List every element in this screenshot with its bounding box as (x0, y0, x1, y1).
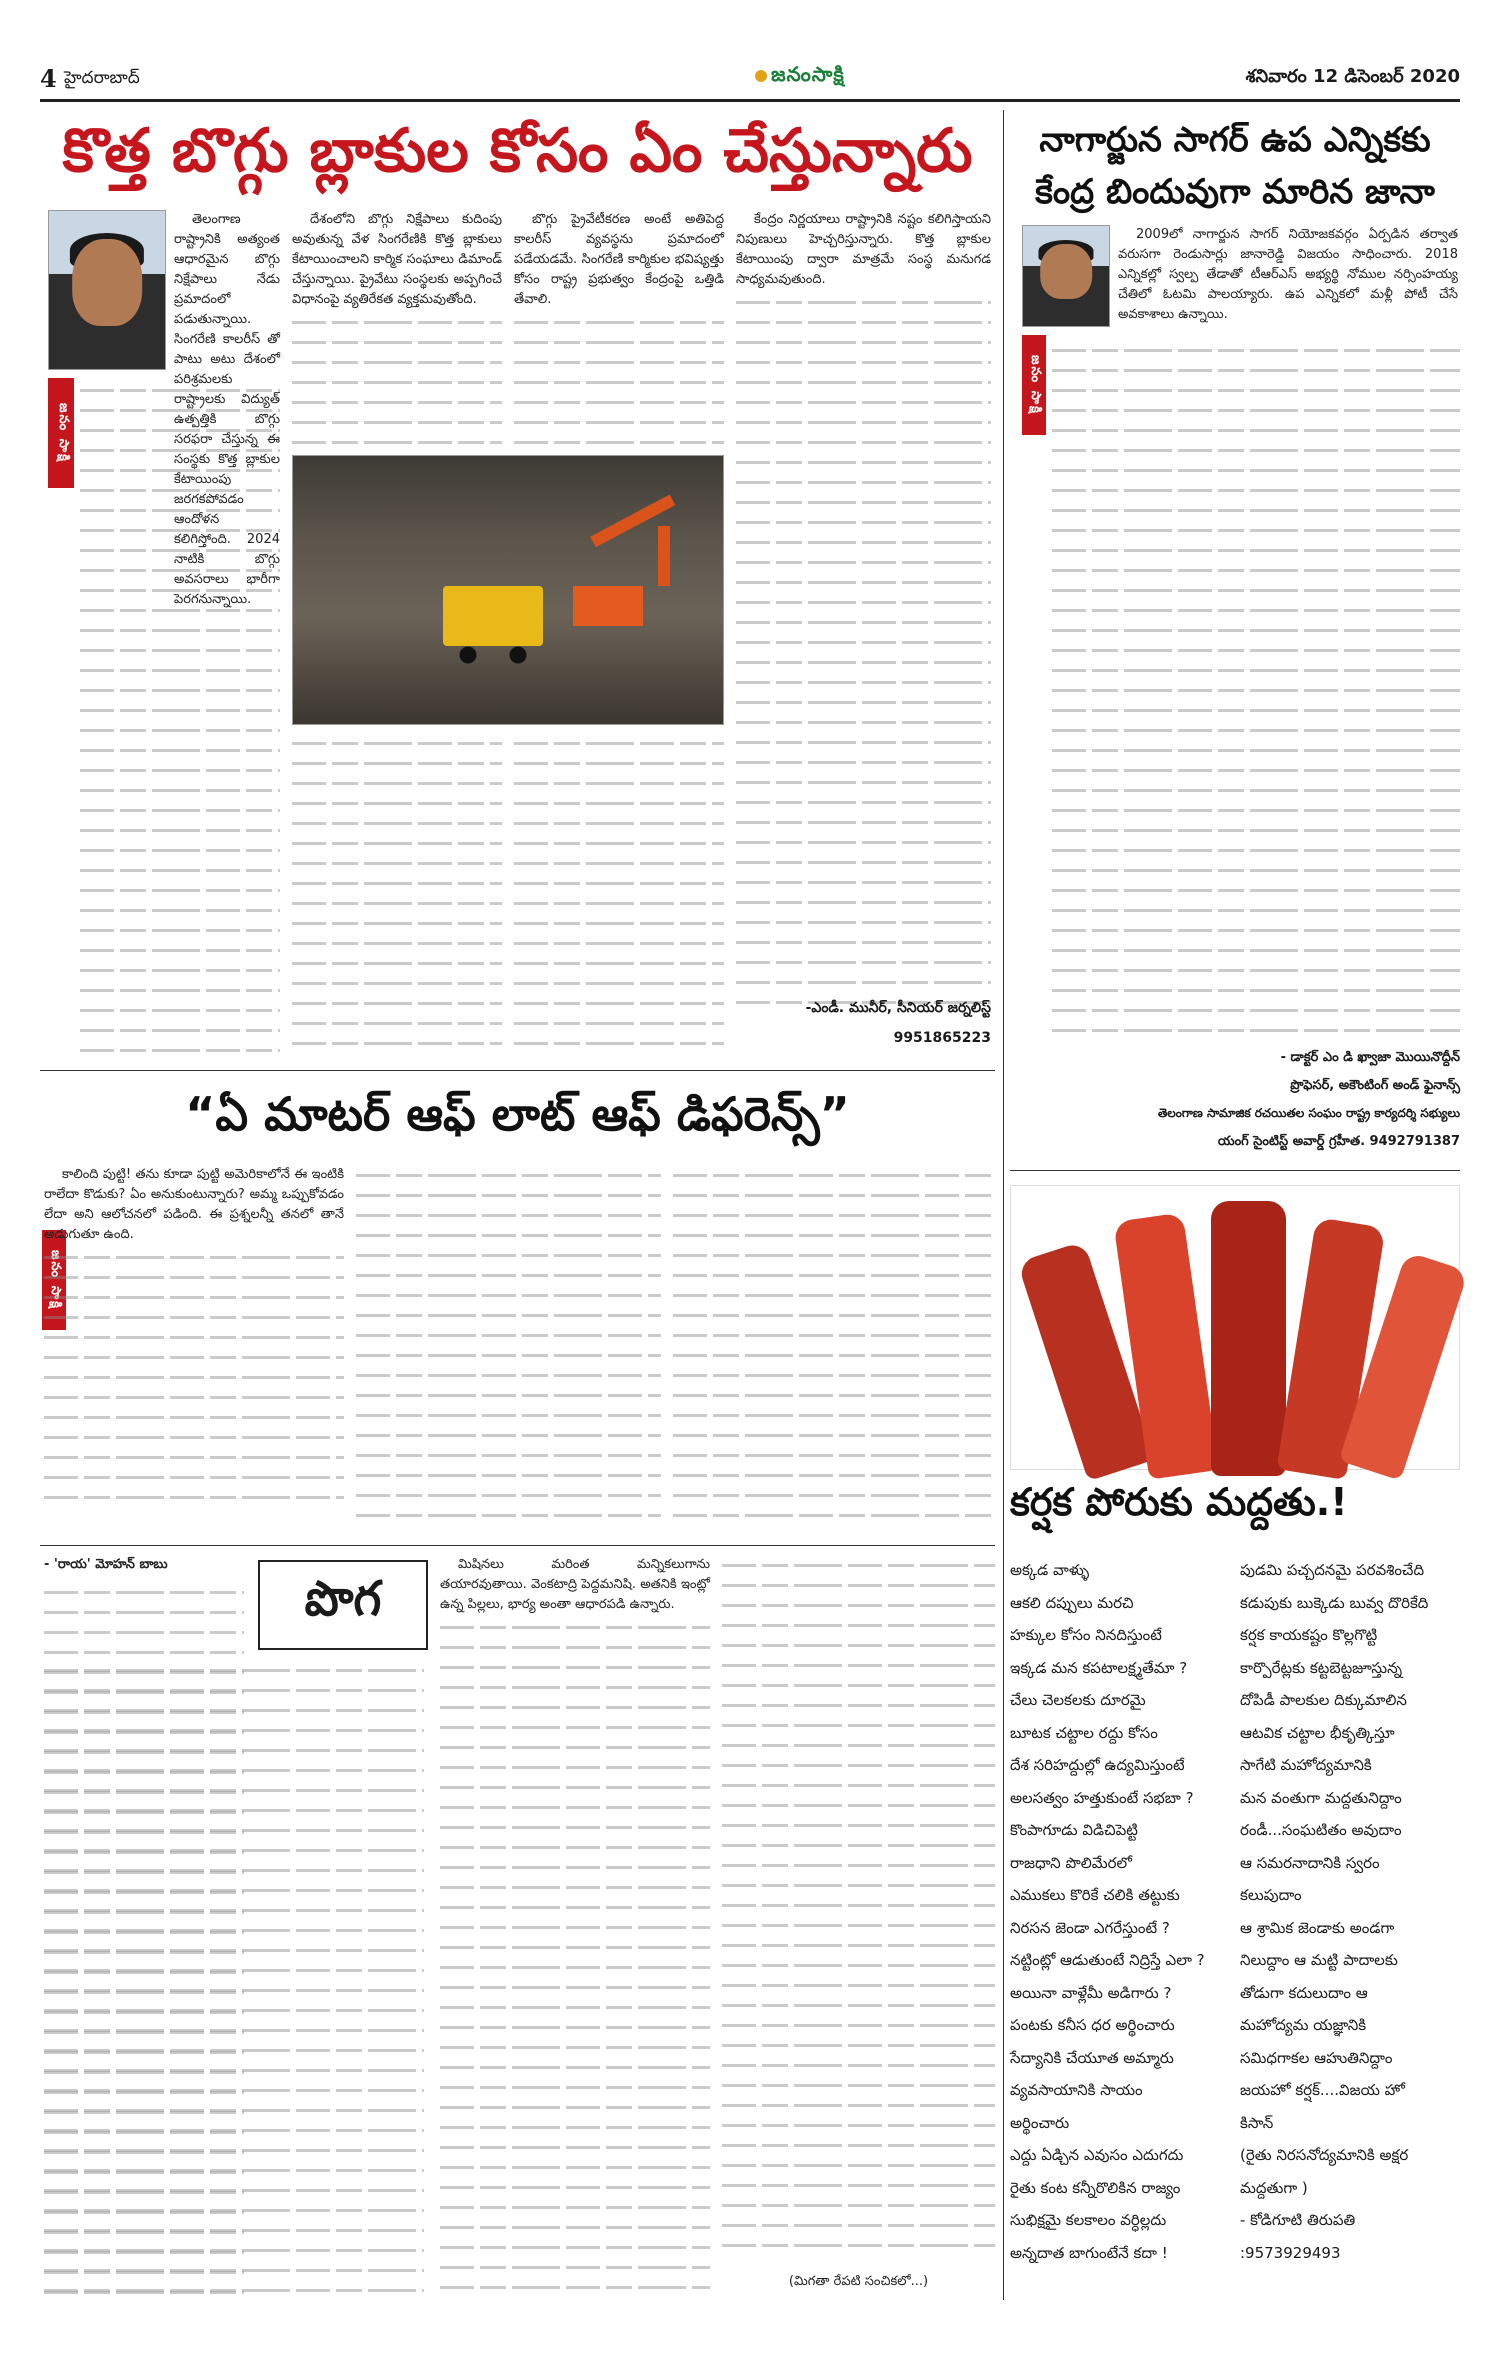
poem-line: ఆ సమరనాదానికి స్వరం (1240, 1853, 1380, 1872)
newspaper-logo (755, 62, 845, 91)
excavator (553, 526, 673, 636)
side-bottom-rule (1010, 1170, 1460, 1171)
lead-column-2-lower (292, 733, 502, 1063)
middle-column-2 (356, 1165, 661, 1535)
poem-line: నిరసన జెండా ఎగరేస్తుంటే ? (1010, 1918, 1170, 1937)
poem-line: సమిధగాకల ఆహుతినిద్దాం (1240, 2048, 1393, 2067)
poem-line: ఆ శ్రామిక జెండాకు అండగా (1240, 1918, 1395, 1937)
lead-paragraph-3: బొగ్గు ప్రైవేటీకరణ అంటే అతిపెద్ద కాలరీస్ వ్యవస్థను ప్రమాదంలో పడేయడమే. సింగరేణి కార్మికుల భవిష్యత్తు కోసం రాష్ట్ర ప్రభుత్వం కేంద్రంపై ఒత్తిడి తేవాలి. (514, 212, 724, 307)
logo-icon (755, 70, 767, 82)
side-story-text (1118, 225, 1458, 337)
poem-line: :9573929493 (1240, 2243, 1341, 2262)
poem-line: (రైతు నిరసనోద్యమానికి అక్షర (1240, 2146, 1409, 2164)
story-continued-note: (మిగతా రేపటి సంచికలో...) (788, 2274, 929, 2289)
poem-line: మహోద్యమ యజ్ఞానికి (1240, 2016, 1367, 2034)
lead-byline: -ఎండీ. మునీర్, సీనియర్ జర్నలిస్ట్ (805, 1000, 991, 1016)
poem-line: రాజధాని పొలిమేరలో (1010, 1853, 1132, 1872)
dump-truck (443, 586, 543, 646)
poem-line: దేశ సరిహద్దుల్లో ఉద్యమిస్తుంటే (1010, 1756, 1185, 1774)
side-byline-2: ప్రొఫెసర్, అకౌంటింగ్ అండ్ ఫైనాన్స్ (1290, 1078, 1460, 1093)
poem-line: కార్పొరేట్లకు కట్టబెట్టజూస్తున్న (1240, 1658, 1403, 1677)
side-headline-line-1: నాగార్జున సాగర్ ఉప ఎన్నికకు (1039, 120, 1431, 160)
poem-line: ఆటవిక చట్టాల భీకృత్కిస్తూ (1240, 1723, 1395, 1742)
lead-column-2 (292, 210, 502, 448)
poem-line: హక్కుల కోసం నినదిస్తుంటే (1010, 1626, 1162, 1644)
poem-line: బూటక చట్టాల రద్దు కోసం (1010, 1723, 1158, 1742)
lead-paragraph-1: తెలంగాణ రాష్ట్రానికి అత్యంత ఆధారమైన బొగ్గు నిక్షేపాలు నేడు ప్రమాదంలో పడుతున్నాయి. సింగరేణి కాలరీస్ తో పాటు అటు దేశంలో పరిశ్రమలకు రాష్ట్రాలకు విద్యుత్ ఉత్పత్తికి బొగ్గు సరఫరా చేస్తున్న ఈ సంస్థకు కొత్త బ్లాకుల కేటాయింపు జరగకపోవడం ఆందోళన కలిగిస్తోంది. 2024 నాటికి బొగ్గు అవసరాలు భారీగా పెరగనున్నాయి. (174, 212, 280, 607)
poem-line: దోపిడీ పాలకుల దిక్కుమాలిన (1240, 1691, 1407, 1709)
middle-column-1 (44, 1165, 344, 1535)
middle-bottom-rule (40, 1545, 995, 1546)
side-byline-4: యంగ్ సైంటిస్ట్ అవార్డ్ గ్రహీత. 9492791387 (1217, 1134, 1460, 1149)
poem-line: ఆకలి దప్పులు మరచి (1010, 1593, 1134, 1612)
issue-date: శనివారం 12 డిసెంబర్ 2020 (1245, 66, 1460, 87)
story-column-1-wide (44, 1660, 424, 2300)
poem-line: మద్దతుగా ) (1240, 2178, 1308, 2197)
side-byline-3: తెలంగాణ సామాజిక రచయితల సంఘం రాష్ట్ర కార్యదర్శి సభ్యులు (1157, 1106, 1460, 1120)
coal-mine-photo (292, 455, 724, 725)
poem-line: జయహో కర్షక్....విజయ హో (1240, 2081, 1405, 2099)
main-separator (1003, 110, 1004, 1230)
lead-headline: కొత్త బొగ్గు బ్లాకుల కోసం ఏం చేస్తున్నారు (62, 116, 973, 186)
side-author-photo (1022, 225, 1110, 327)
poem-line: చేలు చెలకలకు దూరమై (1010, 1691, 1146, 1709)
poem-line: రైతు కంట కన్నీరొలికిన రాజ్యం (1010, 2178, 1181, 2197)
raised-fists-illustration (1010, 1185, 1460, 1470)
page-number: 4 (40, 64, 57, 93)
lead-column-1-text (174, 210, 280, 607)
poem-line: కొంపాగూడు విడిచిపెట్టి (1010, 1821, 1138, 1839)
newspaper-name: జనంసాక్షి (771, 62, 845, 86)
middle-headline: “ఏ మాటర్ ఆఫ్ లాట్ ఆఫ్ డిఫరెన్స్” (185, 1087, 850, 1141)
poem-line: కర్షక కాయకష్టం కొల్లగొట్టి (1240, 1626, 1378, 1644)
lead-phone: 9951865223 (893, 1030, 991, 1046)
city-label: హైదరాబాద్ (64, 68, 140, 88)
poem-title: కర్షక పోరుకు మద్దతు.! (1010, 1480, 1348, 1524)
story-author (44, 1555, 244, 1577)
poem-line: అలసత్వం హత్తుకుంటే సభబా ? (1010, 1788, 1194, 1807)
story-author-name: - 'రాయ' మోహన్ బాబు (44, 1557, 168, 1572)
poem-line: అక్కడ వాళ్ళు (1010, 1561, 1090, 1579)
poem-line: అర్థించారు (1010, 2113, 1070, 2132)
side-story-body (1052, 340, 1460, 1040)
poem-line: ఎద్దు ఏడ్చిన ఎవుసం ఎదుగదు (1010, 2146, 1184, 2164)
lead-column-3-lower (514, 733, 724, 1063)
lead-bottom-rule (40, 1070, 995, 1071)
side-headline-line-2: కేంద్ర బిందువుగా మారిన జానా (1035, 172, 1435, 212)
middle-column-3 (673, 1165, 995, 1535)
lead-section-tag: జనం సాక్షి (48, 378, 74, 488)
side-byline-1: - డాక్టర్ ఎం డి ఖ్వాజా మొయినొద్దీన్ (1280, 1050, 1460, 1065)
poem-line: సాగేటి మహోద్యమానికి (1240, 1756, 1372, 1774)
poem-line: సుభిక్షమై కలకాలం వర్ధిల్లదు (1010, 2211, 1167, 2229)
poem-line: ఎముకలు కొరికే చలికి తట్టుకు (1010, 1886, 1180, 1904)
story-column-2 (440, 1555, 710, 2300)
poem-line: రండీ...సంఘటితం అవుదాం (1240, 1821, 1402, 1839)
poem-line: కడుపుకు బుక్కెడు బువ్వ దొరికేది (1240, 1593, 1429, 1612)
poem-line: మన వంతుగా మద్దతునిద్దాం (1240, 1788, 1402, 1807)
middle-section-tag: జనం సాక్షి (42, 1230, 66, 1330)
lead-paragraph-4: కేంద్రం నిర్ణయాలు రాష్ట్రానికి నష్టం కలిగిస్తాయని నిపుణులు హెచ్చరిస్తున్నారు. కొత్త బ్లాకుల కేటాయింపు ద్వారా మాత్రమే సంస్థ మనుగడ సాధ్యమవుతుంది. (736, 212, 991, 287)
poem-line: వ్యవసాయానికి సాయం (1010, 2081, 1143, 2099)
poem-line: - కోడిగూటి తిరుపతి (1240, 2211, 1356, 2229)
poem-line: కిసాన్ (1240, 2113, 1274, 2132)
side-paragraph: 2009లో నాగార్జున సాగర్ నియోజకవర్గం ఏర్పడిన తర్వాత వరుసగా రెండుసార్లు జానారెడ్డి విజయం సాధించారు. 2018 ఎన్నికల్లో స్వల్ప తేడాతో టీఆర్ఎస్ అభ్యర్థి నోముల నర్సింహయ్య చేతిలో ఓటమి పాలయ్యారు. ఉప ఎన్నికలో మళ్లీ పోటీ చేసే అవకాశాలు ఉన్నాయి. (1118, 227, 1458, 322)
poem-line: కలుపుదాం (1240, 1886, 1302, 1904)
lead-column-3 (514, 210, 724, 448)
side-section-tag: జనం సాక్షి (1022, 335, 1046, 435)
poem-line: పుడమి పచ్చదనమై పరవశించేది (1240, 1561, 1425, 1579)
poem-line: పంటకు కనీస ధర అర్థించారు (1010, 2016, 1175, 2034)
fist-icon (1211, 1201, 1286, 1476)
poem-line: సేద్యానికి చేయూత అమ్మారు (1010, 2048, 1174, 2067)
poem-line: నట్టింట్లో ఆడుతుంటే నిద్రిస్తే ఎలా ? (1010, 1951, 1205, 1969)
poem-separator (1003, 1230, 1004, 2300)
lead-paragraph-2: దేశంలోని బొగ్గు నిక్షేపాలు కుదింపు అవుతున్న వేళ సింగరేణికి కొత్త బ్లాకులు కేటాయించాలని కార్మిక సంఘాలు డిమాండ్ చేస్తున్నాయి. ప్రైవేటు సంస్థలకు అప్పగించే విధానంపై వ్యతిరేకత వ్యక్తమవుతోంది. (292, 212, 502, 307)
poem-line: ఇక్కడ మన కపటాలక్ష్మతేమా ? (1010, 1658, 1188, 1677)
story-paragraph: మిషినలు మరింత మన్నికలుగాను తయారవుతాయి. వెంకటాద్రి పెద్దమనిషి. అతనికి ఇంట్లో ఉన్న పిల్లలు, భార్య అంతా ఆధారపడి ఉన్నారు. (440, 1557, 710, 1612)
story-title: పొగ (258, 1560, 428, 1650)
lead-column-1-body (80, 380, 280, 1070)
story-column-3 (722, 1555, 995, 2265)
poem-line: నిలుద్దాం ఆ మట్టి పాదాలకు (1240, 1951, 1398, 1969)
masthead (40, 62, 1460, 102)
poem-line: అన్నదాత బాగుంటేనే కదా ! (1010, 2243, 1168, 2262)
poem-line: అయినా వాళ్లేమీ అడిగారు ? (1010, 1983, 1172, 2002)
middle-paragraph: కాలింది పుట్టి! తను కూడా పుట్టి అమెరికాలోనే ఈ ఇంటికి రాలేదా కొడుకు? ఏం అనుకుంటున్నారు? అమ్మ ఒప్పుకోవడం లేదా అని ఆలోచనలో పడింది. ఈ ప్రశ్నలన్నీ తనలో తానే అడుగుతూ ఉంది. (44, 1167, 344, 1242)
lead-column-4 (736, 210, 991, 990)
story-footer (722, 2272, 995, 2294)
poem-line: తోడుగా కదులుదాం ఆ (1240, 1983, 1368, 2002)
